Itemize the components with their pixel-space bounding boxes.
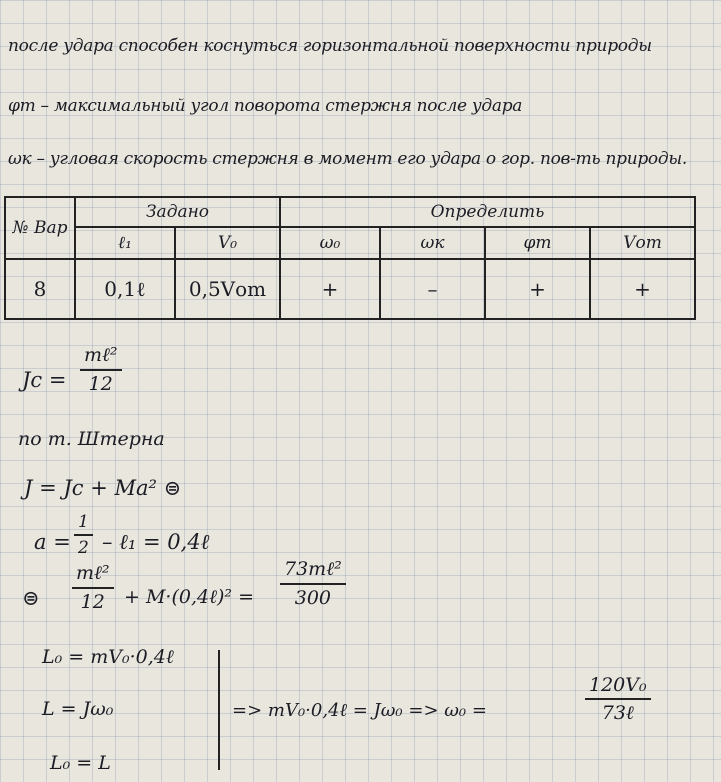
col-wk: ωк [380,227,485,259]
a-label: a = [34,530,71,554]
cell-variant: 8 [5,259,75,319]
a-fraction [74,512,93,558]
omega-fraction [585,674,651,725]
cell-l1: 0,1ℓ [75,259,175,319]
col-w0: ω₀ [280,227,380,259]
l0-equals-l: L₀ = L [50,752,111,774]
implication-formula: => mV₀·0,4ℓ = Jω₀ => ω₀ = [232,700,487,721]
result-numerator: 73mℓ² [284,558,342,580]
l0-formula: L₀ = mV₀·0,4ℓ [42,646,174,668]
omega-numerator: 120V₀ [589,674,647,696]
cell-vom: + [590,259,695,319]
steiner-formula: J = Jc + Ma² ⊜ [24,476,182,500]
l-formula: L = Jω₀ [42,698,114,720]
col-phim: φm [485,227,590,259]
cell-wk: – [380,259,485,319]
text-line-2: φm – максимальный угол поворота стержня после удара [8,96,523,116]
jc-denominator: 12 [80,369,122,395]
sum-fraction [72,562,114,613]
a-denominator: 2 [74,534,93,558]
header-given: Задано [75,197,280,227]
result-fraction [280,558,346,609]
jc-numerator: mℓ² [84,344,118,366]
cell-v0: 0,5Vоm [175,259,280,319]
separator-line [218,650,220,770]
a-rest: – ℓ₁ = 0,4ℓ [102,530,210,554]
steiner-label: по т. Штерна [18,428,165,450]
sum-numerator: mℓ² [76,562,110,584]
cell-phim: + [485,259,590,319]
cell-w0: + [280,259,380,319]
jc-fraction [80,344,122,395]
col-v0: V₀ [175,227,280,259]
sum-denominator: 12 [72,587,114,613]
header-find: Определить [280,197,695,227]
sum-middle: + M·(0,4ℓ)² = [124,586,254,608]
a-numerator: 1 [78,512,89,532]
text-line-1: после удара способен коснуться горизонтальной поверхности природы [8,36,652,56]
col-l1: ℓ₁ [75,227,175,259]
omega-denominator: 73ℓ [585,698,651,725]
header-variant: № Вар [5,197,75,259]
jc-label: Jc = [22,368,67,392]
equals-symbol: ⊜ [22,586,40,610]
col-vom: Vоm [590,227,695,259]
result-denominator: 300 [280,583,346,609]
text-line-3: ωк – угловая скорость стержня в момент его удара о гор. пов-ть природы. [8,149,687,169]
parameters-table [4,196,696,320]
